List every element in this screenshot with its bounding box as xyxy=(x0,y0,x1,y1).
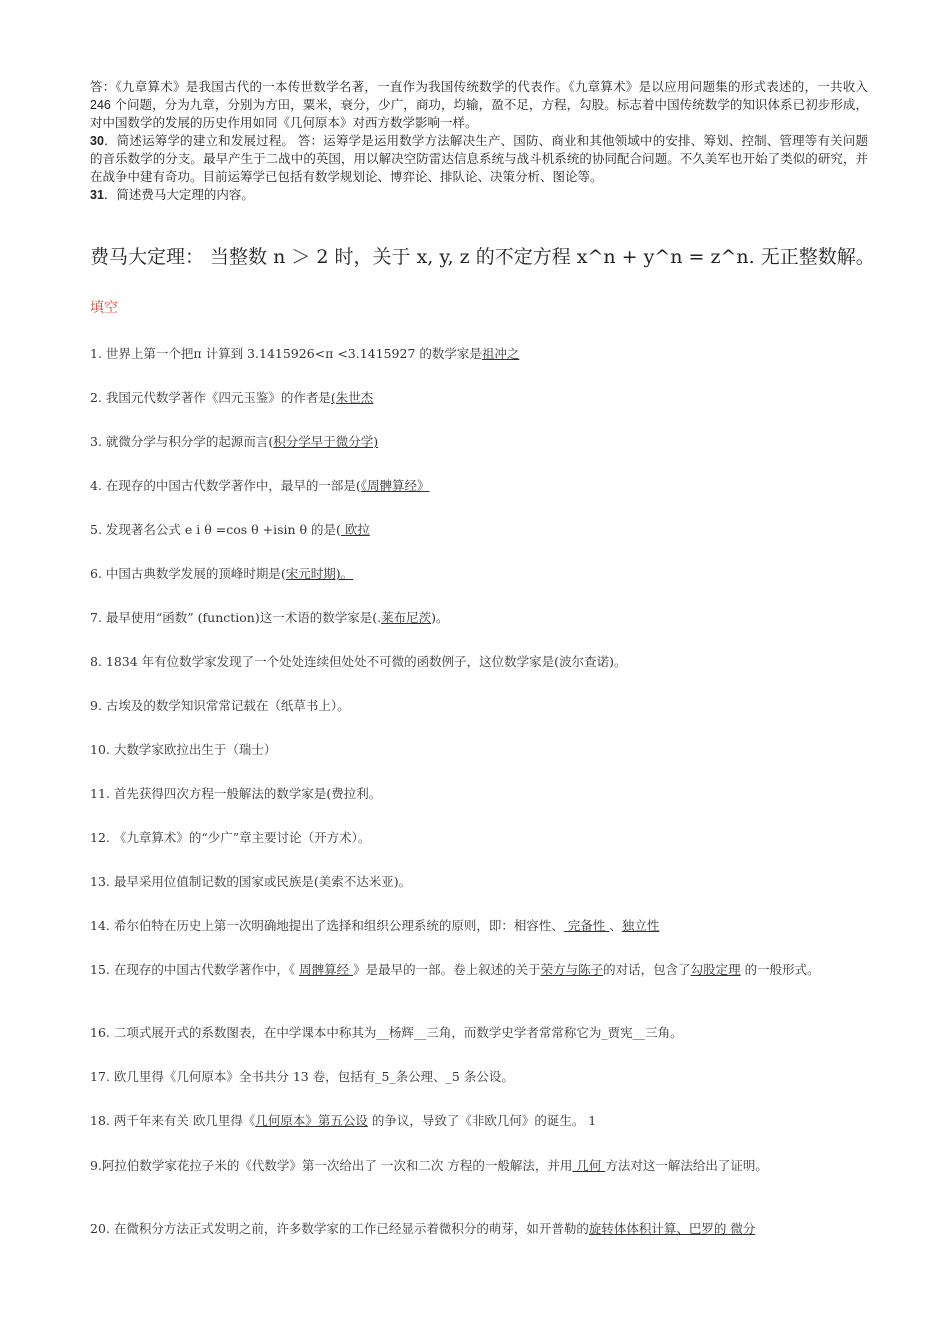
fill-item-2 xyxy=(90,389,870,407)
fill-item-19-text: 9.阿拉伯数学家花拉子米的《代数学》第一次给出了 一次和二次 方程的一般解法，并用 xyxy=(90,1158,573,1173)
fill-item-15-mid-2: 的对话，包含了 xyxy=(603,962,691,977)
fill-item-20-text: 20. 在微积分方法正式发明之前，许多数学家的工作已经显示着微积分的萌芽，如开普勒的 xyxy=(90,1221,589,1236)
fill-item-17-text: 17. 欧几里得《几何原本》全书共分 13 卷，包括有_5_条公理、_5 条公设。 xyxy=(90,1069,514,1084)
fill-item-19 xyxy=(90,1157,870,1175)
fill-item-15-tail: 的一般形式。 xyxy=(740,962,820,977)
fill-item-8-text: 8. 1834 年有位数学家发现了一个处处连续但处处不可微的函数例子，这位数学家是(波尔查诺)。 xyxy=(90,654,627,669)
fill-item-4-answer: 《周髀算经》 xyxy=(360,478,430,493)
fill-item-19-tail: 方法对这一解法给出了证明。 xyxy=(605,1158,768,1173)
fill-item-6-answer: 宋元时期)。 xyxy=(285,566,354,581)
fill-item-20 xyxy=(90,1220,870,1238)
fill-item-7-answer: 莱布尼茨 xyxy=(381,610,432,625)
question-30-number: 30 xyxy=(90,134,104,148)
fill-item-13-text: 13. 最早采用位值制记数的国家或民族是(美索不达米亚)。 xyxy=(90,874,412,889)
fill-item-5-text: 5. 发现著名公式 e i θ =cos θ +isin θ 的是( xyxy=(90,522,341,537)
fill-item-17 xyxy=(90,1068,870,1086)
fill-item-15 xyxy=(90,961,870,979)
fill-item-10 xyxy=(90,741,870,759)
fill-item-1-text: 1. 世界上第一个把π 计算到 3.1415926<π <3.1415927 的数学家是 xyxy=(90,346,482,361)
fermat-theorem: 费马大定理： 当整数 n ＞ 2 时，关于 x, y, z 的不定方程 x^n + y^n = z^n. 无正整数解。 xyxy=(90,246,875,268)
fill-item-15-answer-1: 周髀算经 xyxy=(299,962,354,977)
fill-item-15-answer-3: 勾股定理 xyxy=(690,962,741,977)
fill-item-7 xyxy=(90,609,870,627)
fill-item-14-answer-2: 独立性 xyxy=(621,918,660,933)
answer-29-text: 答：《九章算术》是我国古代的一本传世数学名著，一直作为我国传统数学的代表作。《九章算术》是以应用问题集的形式表述的，一共收入 246 个问题，分为九章，分别为方田，粟米，衰分，少广，商功，均输，盈不足，方程，勾股。标志着中国传统数学的知识体系已初步形成，对中国数学的发展的历史作用如同《几何原本》对西方数学影响一样。 xyxy=(90,80,868,130)
fill-item-3-answer: 积分学早于微分学) xyxy=(273,434,379,449)
question-31-number: 31 xyxy=(90,188,104,202)
fill-item-5-answer: 欧拉 xyxy=(340,522,370,537)
fill-item-13 xyxy=(90,873,870,891)
fill-item-18-answer: 几何原本》第五公设 xyxy=(255,1113,368,1128)
fill-item-8 xyxy=(90,653,870,671)
fill-item-19-answer: 几何 xyxy=(572,1158,606,1173)
fill-item-1 xyxy=(90,345,870,363)
fill-item-20-answer: 旋转体体积计算、巴罗的 微分 xyxy=(588,1221,756,1236)
fill-item-11-text: 11. 首先获得四次方程一般解法的数学家是(费拉利。 xyxy=(90,786,382,801)
fill-item-2-text: 2. 我国元代数学著作《四元玉鉴》的作者是 xyxy=(90,390,331,405)
answers-block xyxy=(90,78,868,204)
fill-item-18-text: 18. 两千年来有关 欧几里得《 xyxy=(90,1113,256,1128)
fill-item-3-text: 3. 就微分学与积分学的起源而言( xyxy=(90,434,274,449)
fill-item-15-text: 15. 在现存的中国古代数学著作中，《 xyxy=(90,962,300,977)
question-31-text: ．简述费马大定理的内容。 xyxy=(103,188,254,202)
fill-item-11 xyxy=(90,785,870,803)
answer-29 xyxy=(90,78,868,132)
fill-item-2-answer: (朱世杰 xyxy=(330,390,374,405)
fill-item-9-text: 9. 古埃及的数学知识常常记载在（纸草书上）。 xyxy=(90,698,350,713)
fill-item-15-answer-2: 荣方与陈子 xyxy=(540,962,604,977)
fill-item-15-mid-1: 》是最早的一部。卷上叙述的关于 xyxy=(353,962,541,977)
fill-item-4-text: 4. 在现存的中国古代数学著作中，最早的一部是( xyxy=(90,478,361,493)
fill-item-3 xyxy=(90,433,870,451)
fill-item-18-tail: 的争议，导致了《非欧几何》的诞生。 1 xyxy=(367,1113,597,1128)
question-30-text: ．简述运筹学的建立和发展过程。 答：运筹学是运用数学方法解决生产、国防、商业和其他领域中的安排、筹划、控制、管理等有关问题的音乐数学的分支。最早产生于二战中的英国，用以解决空防雷达信息系统与战斗机系统的协同配合问题。不久美军也开始了类似的研究，并在战争中建有奇功。目前运筹学已包括有数学规划论、博弈论、排队论、决策分析、图论等。 xyxy=(90,134,868,184)
fill-item-14 xyxy=(90,917,870,935)
fill-item-18 xyxy=(90,1112,870,1130)
fill-item-12-text: 12. 《九章算术》的“少广”章主要讨论（开方术）。 xyxy=(90,830,371,845)
fill-item-10-text: 10. 大数学家欧拉出生于（瑞士） xyxy=(90,742,277,757)
fill-item-6-text: 6. 中国古典数学发展的顶峰时期是( xyxy=(90,566,286,581)
section-title-fill-in: 填空 xyxy=(90,300,118,316)
fill-item-14-sep: 、 xyxy=(609,918,622,933)
fill-item-16 xyxy=(90,1024,870,1042)
question-31 xyxy=(90,186,868,204)
question-30 xyxy=(90,132,868,186)
fill-item-1-answer: 祖冲之 xyxy=(481,346,520,361)
fill-item-9 xyxy=(90,697,870,715)
fill-item-7-text: 7. 最早使用“函数” (function)这一术语的数学家是(. xyxy=(90,610,382,625)
fill-item-7-tail: )。 xyxy=(431,610,449,625)
fill-item-4 xyxy=(90,477,870,495)
fill-item-6 xyxy=(90,565,870,583)
fill-item-5 xyxy=(90,521,870,539)
fill-item-12 xyxy=(90,829,870,847)
fill-item-14-text: 14. 希尔伯特在历史上第一次明确地提出了选择和组织公理系统的原则，即：相容性、 xyxy=(90,918,564,933)
fill-item-14-answer-1: 完备性 xyxy=(563,918,610,933)
fill-item-16-text: 16. 二项式展开式的系数图表，在中学课本中称其为__杨辉__三角，而数学史学者常常称它为_贾宪__三角。 xyxy=(90,1025,683,1040)
